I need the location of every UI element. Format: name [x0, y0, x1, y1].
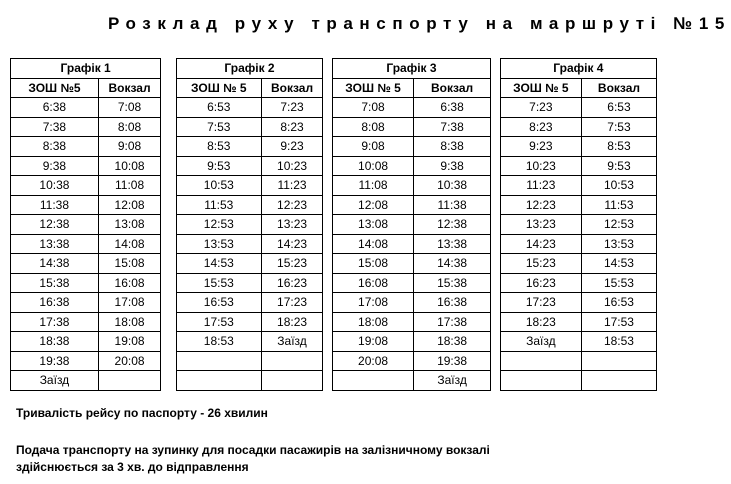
departure-station-cell: 16:38: [414, 293, 491, 313]
departure-station-cell: 7:23: [261, 98, 322, 118]
column-gap: [161, 312, 177, 332]
column-gap: [491, 98, 501, 118]
departure-station-cell: 18:08: [98, 312, 160, 332]
departure-school-cell: 16:08: [332, 273, 413, 293]
departure-school-cell: 15:08: [332, 254, 413, 274]
column-gap: [491, 312, 501, 332]
departure-station-cell: 8:53: [581, 137, 656, 157]
departure-school-cell: 13:08: [332, 215, 413, 235]
departure-school-cell: 8:08: [332, 117, 413, 137]
departure-school-cell: 10:53: [176, 176, 261, 196]
departure-station-cell: Заїзд: [414, 371, 491, 391]
departure-school-cell: 16:23: [500, 273, 581, 293]
departure-station-cell: 14:38: [414, 254, 491, 274]
departure-station-cell: Заїзд: [261, 332, 322, 352]
column-header-station: Вокзал: [98, 78, 160, 98]
departure-station-cell: 14:08: [98, 234, 160, 254]
departure-station-cell: 14:53: [581, 254, 656, 274]
column-gap: [323, 59, 333, 79]
column-gap: [161, 117, 177, 137]
departure-station-cell: 18:38: [414, 332, 491, 352]
departure-station-cell: 18:53: [581, 332, 656, 352]
departure-school-cell: 13:53: [176, 234, 261, 254]
schedule-body: [11, 59, 657, 391]
departure-school-cell: 9:23: [500, 137, 581, 157]
departure-station-cell: 17:23: [261, 293, 322, 313]
departure-station-cell: 13:38: [414, 234, 491, 254]
departure-school-cell: 17:23: [500, 293, 581, 313]
column-gap: [491, 293, 501, 313]
column-gap: [323, 254, 333, 274]
departure-school-cell: 14:53: [176, 254, 261, 274]
schedule-name: Графік 2: [176, 59, 322, 79]
departure-station-cell: 9:53: [581, 156, 656, 176]
departure-school-cell: 6:38: [11, 98, 99, 118]
departure-station-cell: 10:23: [261, 156, 322, 176]
column-gap: [161, 195, 177, 215]
departure-station-cell: 12:38: [414, 215, 491, 235]
column-gap: [161, 78, 177, 98]
departure-station-cell: [261, 351, 322, 371]
departure-school-cell: [176, 371, 261, 391]
departure-station-cell: 6:38: [414, 98, 491, 118]
departure-school-cell: 17:08: [332, 293, 413, 313]
table-row: [11, 98, 657, 118]
departure-station-cell: 7:08: [98, 98, 160, 118]
departure-station-cell: 15:53: [581, 273, 656, 293]
table-row: [11, 312, 657, 332]
column-header-station: Вокзал: [414, 78, 491, 98]
table-row: [11, 293, 657, 313]
departure-station-cell: 13:53: [581, 234, 656, 254]
departure-station-cell: 13:08: [98, 215, 160, 235]
departure-station-cell: 8:38: [414, 137, 491, 157]
departure-school-cell: 17:38: [11, 312, 99, 332]
table-row: [11, 215, 657, 235]
departure-station-cell: 19:38: [414, 351, 491, 371]
column-gap: [161, 234, 177, 254]
departure-school-cell: 19:08: [332, 332, 413, 352]
departure-station-cell: 7:53: [581, 117, 656, 137]
departure-station-cell: 20:08: [98, 351, 160, 371]
departure-station-cell: 19:08: [98, 332, 160, 352]
column-gap: [323, 78, 333, 98]
departure-station-cell: 9:38: [414, 156, 491, 176]
departure-school-cell: [500, 371, 581, 391]
column-gap: [161, 137, 177, 157]
column-header-school: ЗОШ № 5: [332, 78, 413, 98]
departure-station-cell: 14:23: [261, 234, 322, 254]
column-gap: [161, 332, 177, 352]
departure-school-cell: 18:08: [332, 312, 413, 332]
departure-station-cell: 18:23: [261, 312, 322, 332]
departure-school-cell: 12:08: [332, 195, 413, 215]
departure-station-cell: 8:08: [98, 117, 160, 137]
departure-station-cell: 11:08: [98, 176, 160, 196]
departure-school-cell: 7:38: [11, 117, 99, 137]
departure-school-cell: [176, 351, 261, 371]
departure-school-cell: Заїзд: [11, 371, 99, 391]
column-gap: [323, 156, 333, 176]
departure-school-cell: Заїзд: [500, 332, 581, 352]
departure-school-cell: 20:08: [332, 351, 413, 371]
column-gap: [161, 98, 177, 118]
column-gap: [491, 117, 501, 137]
departure-school-cell: 10:08: [332, 156, 413, 176]
column-gap: [161, 59, 177, 79]
table-row: [11, 195, 657, 215]
departure-school-cell: 17:53: [176, 312, 261, 332]
column-gap: [323, 293, 333, 313]
schedule-name: Графік 1: [11, 59, 161, 79]
departure-station-cell: 10:08: [98, 156, 160, 176]
column-gap: [161, 273, 177, 293]
departure-station-cell: 17:08: [98, 293, 160, 313]
departure-school-cell: 11:53: [176, 195, 261, 215]
column-gap: [323, 195, 333, 215]
column-gap: [323, 332, 333, 352]
schedule-name-row: [11, 59, 657, 79]
departure-station-cell: 10:38: [414, 176, 491, 196]
column-gap: [161, 351, 177, 371]
column-gap: [323, 351, 333, 371]
departure-school-cell: 14:23: [500, 234, 581, 254]
departure-school-cell: 11:08: [332, 176, 413, 196]
departure-station-cell: 12:23: [261, 195, 322, 215]
table-row: [11, 332, 657, 352]
departure-station-cell: 16:08: [98, 273, 160, 293]
departure-school-cell: 12:23: [500, 195, 581, 215]
departure-school-cell: 16:53: [176, 293, 261, 313]
departure-school-cell: 14:38: [11, 254, 99, 274]
departure-station-cell: 16:53: [581, 293, 656, 313]
departure-station-cell: [98, 371, 160, 391]
departure-school-cell: 18:53: [176, 332, 261, 352]
column-gap: [491, 332, 501, 352]
table-row: [11, 176, 657, 196]
column-gap: [323, 371, 333, 391]
table-row: [11, 351, 657, 371]
column-gap: [323, 176, 333, 196]
departure-station-cell: 9:08: [98, 137, 160, 157]
departure-station-cell: [261, 371, 322, 391]
column-gap: [323, 98, 333, 118]
column-gap: [161, 293, 177, 313]
departure-school-cell: 8:23: [500, 117, 581, 137]
departure-station-cell: 11:38: [414, 195, 491, 215]
departure-station-cell: 12:08: [98, 195, 160, 215]
departure-station-cell: 11:23: [261, 176, 322, 196]
departure-school-cell: 8:38: [11, 137, 99, 157]
duration-note: Тривалість рейсу по паспорту - 26 хвилин: [16, 406, 268, 420]
column-gap: [323, 312, 333, 332]
column-gap: [323, 273, 333, 293]
column-header-station: Вокзал: [581, 78, 656, 98]
column-gap: [491, 215, 501, 235]
column-gap: [323, 215, 333, 235]
table-row: [11, 156, 657, 176]
schedule-table: [10, 58, 657, 391]
column-gap: [491, 371, 501, 391]
departure-school-cell: 10:38: [11, 176, 99, 196]
column-gap: [161, 254, 177, 274]
column-gap: [491, 195, 501, 215]
departure-station-cell: 12:53: [581, 215, 656, 235]
table-row: [11, 254, 657, 274]
table-row: [11, 273, 657, 293]
column-gap: [491, 351, 501, 371]
column-gap: [161, 371, 177, 391]
departure-school-cell: 6:53: [176, 98, 261, 118]
column-gap: [491, 176, 501, 196]
departure-school-cell: 12:38: [11, 215, 99, 235]
schedule-name: Графік 3: [332, 59, 490, 79]
departure-school-cell: 15:23: [500, 254, 581, 274]
departure-school-cell: 11:38: [11, 195, 99, 215]
column-header-school: ЗОШ №5: [11, 78, 99, 98]
departure-school-cell: 7:53: [176, 117, 261, 137]
departure-station-cell: 6:53: [581, 98, 656, 118]
column-gap: [491, 59, 501, 79]
page-title: Розклад руху транспорту на маршруті №15: [108, 14, 731, 33]
supply-note-line1: Подача транспорту на зупинку для посадки пасажирів на залізничному вокзалі: [16, 443, 490, 457]
departure-school-cell: [332, 371, 413, 391]
departure-station-cell: 7:38: [414, 117, 491, 137]
departure-school-cell: 14:08: [332, 234, 413, 254]
departure-school-cell: 19:38: [11, 351, 99, 371]
column-gap: [491, 254, 501, 274]
departure-station-cell: 11:53: [581, 195, 656, 215]
departure-station-cell: 17:53: [581, 312, 656, 332]
table-row: [11, 117, 657, 137]
column-gap: [161, 156, 177, 176]
column-gap: [323, 117, 333, 137]
departure-school-cell: 10:23: [500, 156, 581, 176]
departure-school-cell: 18:23: [500, 312, 581, 332]
column-header-school: ЗОШ № 5: [500, 78, 581, 98]
departure-station-cell: 16:23: [261, 273, 322, 293]
departure-school-cell: 18:38: [11, 332, 99, 352]
column-gap: [491, 137, 501, 157]
column-gap: [161, 215, 177, 235]
column-header-row: [11, 78, 657, 98]
schedule-name: Графік 4: [500, 59, 656, 79]
departure-station-cell: 15:38: [414, 273, 491, 293]
supply-note-line2: здійснюється за 3 хв. до відправлення: [16, 460, 249, 474]
departure-school-cell: 13:23: [500, 215, 581, 235]
departure-school-cell: 15:38: [11, 273, 99, 293]
departure-station-cell: [581, 371, 656, 391]
table-row: [11, 371, 657, 391]
departure-station-cell: 13:23: [261, 215, 322, 235]
table-row: [11, 137, 657, 157]
departure-station-cell: 17:38: [414, 312, 491, 332]
departure-school-cell: 13:38: [11, 234, 99, 254]
column-header-station: Вокзал: [261, 78, 322, 98]
departure-station-cell: 15:23: [261, 254, 322, 274]
column-gap: [323, 137, 333, 157]
column-gap: [161, 176, 177, 196]
departure-school-cell: 7:23: [500, 98, 581, 118]
column-gap: [491, 234, 501, 254]
departure-school-cell: 9:53: [176, 156, 261, 176]
departure-school-cell: [500, 351, 581, 371]
table-row: [11, 234, 657, 254]
departure-school-cell: 7:08: [332, 98, 413, 118]
column-gap: [491, 156, 501, 176]
column-gap: [491, 78, 501, 98]
departure-station-cell: 10:53: [581, 176, 656, 196]
departure-station-cell: [581, 351, 656, 371]
departure-school-cell: 15:53: [176, 273, 261, 293]
column-gap: [323, 234, 333, 254]
departure-school-cell: 9:08: [332, 137, 413, 157]
column-header-school: ЗОШ № 5: [176, 78, 261, 98]
departure-school-cell: 8:53: [176, 137, 261, 157]
departure-school-cell: 16:38: [11, 293, 99, 313]
departure-school-cell: 12:53: [176, 215, 261, 235]
departure-station-cell: 9:23: [261, 137, 322, 157]
departure-station-cell: 8:23: [261, 117, 322, 137]
departure-school-cell: 11:23: [500, 176, 581, 196]
departure-station-cell: 15:08: [98, 254, 160, 274]
column-gap: [491, 273, 501, 293]
departure-school-cell: 9:38: [11, 156, 99, 176]
